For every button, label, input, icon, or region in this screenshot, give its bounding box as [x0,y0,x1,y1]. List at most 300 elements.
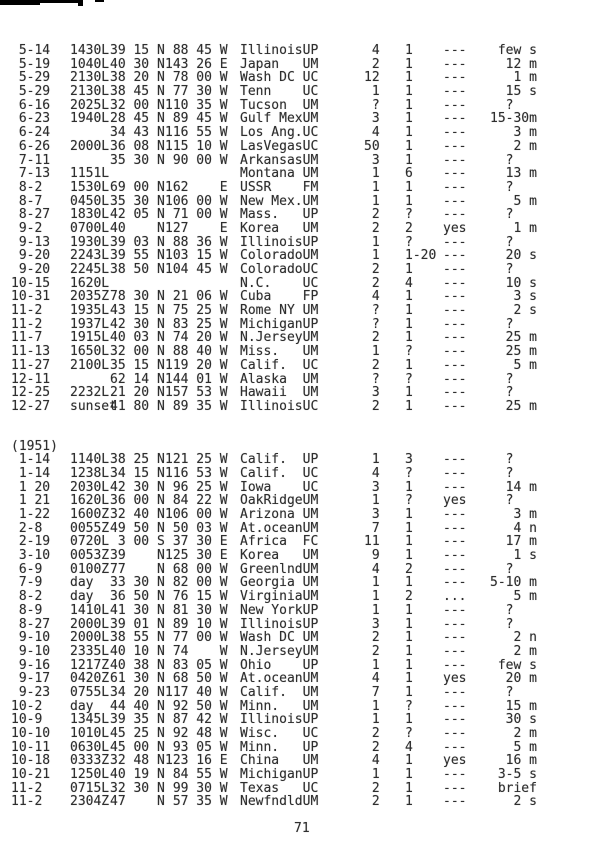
cell-date: 2-8 [11,520,43,536]
cell-date: 11-2 [11,780,43,796]
cell-radar: --- [443,193,467,209]
cell-date: 8-27 [11,616,51,632]
cell-duration: 2 s [490,794,537,810]
cell-time: 2000L [70,630,110,646]
cell-count-b: 1 [405,753,413,769]
cell-latitude: 36 00 N [110,493,165,509]
cell-time: 1430L [70,43,110,58]
cell-radar: --- [443,479,467,495]
cell-radar: --- [443,520,467,536]
cell-radar: yes [443,671,467,687]
cell-radar: --- [443,138,467,154]
cell-radar: --- [443,152,467,168]
table-row [11,535,600,549]
cell-date: 9-17 [11,671,51,687]
cell-location: Wash DC UC [240,70,319,86]
cell-longitude: 84 55 W [165,767,228,783]
cell-date: 10-10 [11,726,51,741]
table-row [11,167,600,181]
cell-location: OakRidgeUM [240,493,319,509]
cell-latitude: 32 00 N [110,97,165,113]
table-row [11,386,600,400]
cell-count-b: 1 [405,262,413,277]
cell-longitude: 117 40 W [165,684,228,700]
cell-latitude: 3 00 S [110,534,165,550]
cell-longitude: 157 53 W [165,385,228,401]
cell-latitude: 35 30 N [110,152,165,168]
cell-date: 11-2 [11,316,43,332]
cell-latitude: 41 30 N [110,602,165,618]
cell-time: day [70,589,94,605]
cell-location: Ohio UP [240,657,319,673]
table-row [11,754,600,768]
cell-radar: --- [443,398,467,414]
cell-location: IllinoisUC [240,398,319,414]
cell-longitude: 125 30 E [165,548,228,564]
cell-time: 0100Z [70,561,110,577]
cell-longitude: 115 10 W [165,138,228,154]
table-row [11,508,600,522]
cell-count-a: 2 [364,739,380,755]
cell-latitude: 61 30 N [110,671,165,687]
cell-count-b: ? [405,234,413,250]
cell-date: 1 20 [11,479,51,495]
cell-duration: ? [490,371,514,387]
cell-radar: --- [443,344,467,360]
cell-latitude: 34 15 N [110,465,165,481]
cell-time: 1620L [70,493,110,509]
cell-radar: --- [443,602,467,618]
cell-longitude: 87 42 W [165,712,228,728]
table-row [11,71,600,85]
cell-date: 9-10 [11,630,51,646]
cell-latitude: 40 38 N [110,657,165,673]
cell-time: 2025L [70,97,110,113]
table-row [11,195,600,209]
cell-longitude: 82 00 W [165,575,228,591]
cell-duration: ? [490,602,514,618]
cell-count-b: 1 [405,152,413,168]
table-row [11,140,600,154]
cell-count-b: 1 [405,70,413,86]
cell-duration: ? [490,97,514,113]
cell-date: 9-20 [11,262,51,277]
cell-count-b: 1 [405,712,413,728]
cell-location: N.JerseyUM [240,643,319,659]
cell-date: 7-9 [11,575,43,591]
cell-count-a: 3 [364,111,380,127]
cell-longitude: 116 53 W [165,465,228,481]
cell-count-a: ? [364,371,380,387]
cell-count-a: 1 [364,452,380,468]
table-row [11,672,600,686]
cell-time: 1830L [70,207,110,223]
cell-duration: 5 m [490,739,537,755]
cell-duration: 3 m [490,507,537,522]
cell-duration: 10 s [490,275,537,291]
cell-radar: --- [443,561,467,577]
cell-radar: --- [443,630,467,646]
cell-location: Minn. UP [240,739,319,755]
cell-longitude: 74 20 W [165,330,228,346]
cell-longitude: 83 05 W [165,657,228,673]
cell-location: New YorkUP [240,602,319,618]
cell-radar: --- [443,248,467,264]
cell-time: 2035Z [70,289,110,305]
cell-count-a: 4 [364,465,380,481]
cell-duration: 5 m [490,193,537,209]
table-row [11,304,600,318]
table-row [11,112,600,126]
cell-longitude: 83 25 W [165,316,228,332]
cell-duration: ? [490,684,514,700]
table-row [11,290,600,304]
cell-time: sunset [70,398,117,414]
cell-count-b: 2 [405,589,413,605]
table-row [11,631,600,645]
cell-count-a: 1 [364,193,380,209]
cell-latitude: 78 30 N [110,289,165,305]
cell-count-b: 6 [405,166,413,182]
cell-count-b: 1 [405,330,413,346]
cell-count-b: 1 [405,43,413,58]
table-row [11,741,600,755]
cell-longitude: 144 01 W [165,371,228,387]
cell-longitude: 106 00 W [165,507,228,522]
cell-count-b: 1 [405,398,413,414]
cell-location: MichiganUP [240,316,319,332]
cell-longitude: 71 00 W [165,207,228,223]
cell-duration: 1 m [490,220,537,236]
cell-duration: 1 m [490,70,537,86]
cell-date: 5-14 [11,43,51,58]
cell-duration: 2 n [490,630,537,646]
table-row [11,713,600,727]
cell-location: Japan UM [240,56,319,72]
cell-count-a: 12 [364,70,380,86]
cell-time: 0333Z [70,753,110,769]
cell-location: Cuba FP [240,289,319,305]
cell-count-a: 1 [364,589,380,605]
cell-date: 6-24 [11,125,51,141]
cell-count-a: 2 [364,794,380,810]
cell-location: Minn. UM [240,698,319,714]
cell-latitude: 36 08 N [110,138,165,154]
cell-date: 10-18 [11,753,51,769]
cell-radar: --- [443,465,467,481]
scan-artifact-bar [40,0,78,3]
table-row [11,700,600,714]
cell-location: China UM [240,753,319,769]
cell-duration: ? [490,493,514,509]
cell-date: 9-16 [11,657,51,673]
cell-time: 2000L [70,138,110,154]
cell-latitude: 77 N [110,561,165,577]
cell-location: Korea UM [240,548,319,564]
table-row [11,795,600,809]
table-row [11,99,600,113]
cell-location: IllinoisUP [240,712,319,728]
cell-latitude: 40 19 N [110,767,165,783]
cell-latitude: 32 00 N [110,344,165,360]
cell-count-b: 1 [405,289,413,305]
table-row [11,604,600,618]
cell-radar: --- [443,657,467,673]
cell-latitude: 34 43 N [110,125,165,141]
cell-latitude: 32 40 N [110,507,165,522]
cell-time: 2130L [70,84,110,100]
cell-time: 1650L [70,344,110,360]
cell-duration: 15-30m [490,111,537,127]
cell-count-a: 3 [364,616,380,632]
cell-radar: --- [443,548,467,564]
cell-location: At.oceanUM [240,671,319,687]
table-row [11,400,600,414]
cell-duration: 2 s [490,303,537,319]
table-row [11,126,600,140]
cell-count-b: 1 [405,111,413,127]
cell-location: Tucson UM [240,97,319,113]
cell-radar: --- [443,739,467,755]
table-row [11,154,600,168]
cell-duration: ? [490,465,514,481]
cell-date: 9-20 [11,248,51,264]
cell-date: 8-7 [11,193,43,209]
table-row [11,277,600,291]
cell-duration: 2 m [490,643,537,659]
cell-time: 0450L [70,193,110,209]
cell-radar: --- [443,767,467,783]
cell-time: 1915L [70,330,110,346]
cell-count-b: ? [405,344,413,360]
cell-count-a: 4 [364,561,380,577]
cell-longitude: 96 25 W [165,479,228,495]
cell-location: Los Ang.UC [240,125,319,141]
cell-time: 1530L [70,179,110,195]
cell-latitude: 43 15 N [110,303,165,319]
cell-longitude: 110 35 W [165,97,228,113]
table-row [11,222,600,236]
cell-location: N.C. UC [240,275,319,291]
cell-count-b: 1 [405,125,413,141]
page-number: 71 [294,821,310,836]
cell-count-a: 2 [364,357,380,373]
cell-radar: --- [443,166,467,182]
cell-duration: ? [490,152,514,168]
cell-location: Rome NY UM [240,303,319,319]
cell-time: 0700L [70,220,110,236]
cell-duration: 12 m [490,56,537,72]
cell-longitude: 106 00 W [165,193,228,209]
cell-latitude: 42 30 N [110,479,165,495]
cell-duration: 30 s [490,712,537,728]
cell-longitude: 127 E [165,220,228,236]
cell-count-a: 2 [364,726,380,741]
cell-duration: 2 m [490,138,537,154]
cell-longitude: 76 15 W [165,589,228,605]
cell-count-a: 2 [364,275,380,291]
table-row [11,44,600,58]
cell-radar: yes [443,220,467,236]
cell-time: 2335L [70,643,110,659]
cell-location: New Mex.UM [240,193,319,209]
cell-radar: --- [443,507,467,522]
cell-count-a: 3 [364,479,380,495]
table-row [11,236,600,250]
cell-longitude: 93 05 W [165,739,228,755]
cell-duration: ? [490,234,514,250]
cell-time: 1140L [70,452,110,468]
table-row [11,345,600,359]
cell-location: ColoradoUC [240,262,319,277]
cell-duration: 15 s [490,84,537,100]
cell-date: 10-2 [11,698,43,714]
table-row [11,590,600,604]
cell-date: 6-16 [11,97,51,113]
cell-radar: --- [443,97,467,113]
cell-duration: brief [490,780,537,796]
cell-time: 0420Z [70,671,110,687]
cell-latitude: 39 35 N [110,712,165,728]
cell-longitude: 57 35 W [165,794,228,810]
cell-count-b: 1 [405,575,413,591]
cell-count-b: ? [405,371,413,387]
cell-duration: 1 s [490,548,537,564]
cell-radar: --- [443,234,467,250]
cell-location: Wisc. UC [240,726,319,741]
cell-count-a: 2 [364,56,380,72]
cell-duration: few s [490,43,537,58]
cell-latitude: 32 30 N [110,780,165,796]
table-row [11,522,600,536]
table-row [11,686,600,700]
cell-date: 12-27 [11,398,51,414]
cell-count-b: 1 [405,179,413,195]
cell-longitude: 88 40 W [165,344,228,360]
cell-radar: --- [443,780,467,796]
cell-longitude: 90 00 W [165,152,228,168]
table-row [11,208,600,222]
cell-count-a: 1 [364,712,380,728]
cell-count-a: 3 [364,152,380,168]
cell-location: IllinoisUP [240,234,319,250]
cell-location: Korea UM [240,220,319,236]
cell-count-a: 2 [364,780,380,796]
cell-longitude: 89 10 W [165,616,228,632]
cell-longitude: 119 20 W [165,357,228,373]
cell-count-a: ? [364,303,380,319]
cell-duration: 15 m [490,698,537,714]
cell-duration: ? [490,616,514,632]
cell-count-a: 11 [364,534,380,550]
cell-longitude: 88 45 W [165,43,228,58]
cell-count-b: 1 [405,548,413,564]
cell-time: 2000L [70,616,110,632]
table-section [11,44,600,414]
cell-duration: 14 m [490,479,537,495]
cell-location: Calif. UM [240,684,319,700]
cell-time: 1010L [70,726,110,741]
cell-count-b: 1 [405,138,413,154]
cell-radar: --- [443,452,467,468]
cell-duration: ? [490,262,514,277]
sightings-table [11,44,600,809]
table-row [11,768,600,782]
cell-latitude: 40 30 N [110,56,165,72]
scan-artifact-mark [95,0,104,2]
cell-longitude: 77 00 W [165,630,228,646]
cell-radar: --- [443,371,467,387]
table-row [11,263,600,277]
cell-count-b: 1 [405,657,413,673]
cell-date: 11-7 [11,330,43,346]
cell-count-a: 9 [364,548,380,564]
table-row [11,727,600,741]
table-row [11,549,600,563]
cell-radar: --- [443,534,467,550]
cell-count-a: 4 [364,125,380,141]
cell-duration: 17 m [490,534,537,550]
cell-time: day [70,575,94,591]
cell-count-a: 2 [364,207,380,223]
cell-count-b: 1 [405,84,413,100]
cell-date: 3-10 [11,548,51,564]
cell-latitude: 39 N [110,548,165,564]
cell-location: IllinoisUP [240,43,319,58]
cell-count-b: 2 [405,220,413,236]
cell-location: Montana UM [240,166,319,182]
cell-time: 1930L [70,234,110,250]
cell-duration: 4 n [490,520,537,536]
cell-longitude: 103 15 W [165,248,228,264]
cell-duration: 20 m [490,671,537,687]
cell-date: 10-9 [11,712,43,728]
cell-time: 2245L [70,262,110,277]
cell-latitude: 33 30 N [110,575,165,591]
cell-date: 1-14 [11,465,51,481]
cell-duration: 16 m [490,753,537,769]
cell-longitude: 143 26 E [165,56,228,72]
cell-radar: --- [443,726,467,741]
cell-location: USSR FM [240,179,319,195]
cell-latitude: 38 20 N [110,70,165,86]
table-row [11,85,600,99]
cell-time: 2030L [70,479,110,495]
table-row [11,373,600,387]
cell-location: Gulf MexUM [240,111,319,127]
cell-count-b: 1 [405,643,413,659]
cell-count-a: 2 [364,220,380,236]
cell-latitude: 34 20 N [110,684,165,700]
cell-duration: ? [490,385,514,401]
cell-count-a: 4 [364,43,380,58]
cell-time: 2304Z [70,794,110,810]
cell-latitude: 44 40 N [110,698,165,714]
cell-latitude: 35 15 N [110,357,165,373]
table-row [11,659,600,673]
cell-time: 1238L [70,465,110,481]
cell-count-b: 1 [405,794,413,810]
cell-count-b: 1-20 [405,248,437,264]
cell-location: Iowa UC [240,479,319,495]
cell-radar: --- [443,70,467,86]
table-row [11,618,600,632]
cell-count-b: 1 [405,479,413,495]
cell-latitude: 41 80 N [110,398,165,414]
cell-time: 2100L [70,357,110,373]
cell-radar: --- [443,357,467,373]
cell-location: VirginiaUM [240,589,319,605]
